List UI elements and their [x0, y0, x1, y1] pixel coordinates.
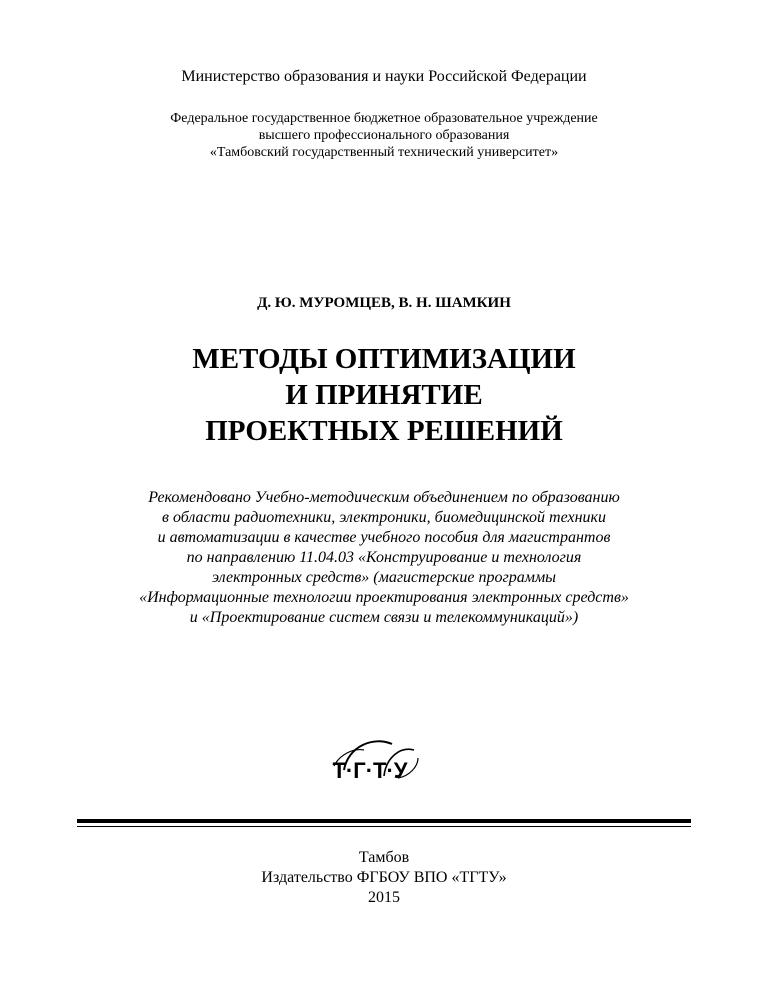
recommendation-line-3: и автоматизации в качестве учебного пособия для магистрантов	[157, 529, 611, 546]
ministry-line: Министерство образования и науки Российской Федерации	[181, 68, 587, 85]
publication-year: 2015	[368, 889, 400, 906]
recommendation-line-2: в области радиотехники, электроники, биомедицинской техники	[162, 509, 606, 526]
logo-text: Т·Г·Т·У	[332, 758, 408, 783]
publisher-name: Издательство ФГБОУ ВПО «ТГТУ»	[261, 869, 507, 886]
tgtu-logo-icon	[314, 736, 426, 786]
book-title-line-3: ПРОЕКТНЫХ РЕШЕНИЙ	[205, 415, 563, 447]
recommendation-line-5: электронных средств» (магистерские программы	[212, 569, 556, 586]
institution-line-3: «Тамбовский государственный технический университет»	[209, 145, 559, 160]
divider-thick	[77, 819, 691, 823]
divider-thin	[77, 826, 691, 827]
recommendation-line-6: «Информационные технологии проектирования электронных средств»	[139, 589, 629, 606]
institution-line-2: высшего профессионального образования	[258, 128, 510, 143]
authors: Д. Ю. МУРОМЦЕВ, В. Н. ШАМКИН	[257, 295, 511, 311]
recommendation-line-1: Рекомендовано Учебно-методическим объединением по образованию	[148, 489, 620, 506]
recommendation-line-4: по направлению 11.04.03 «Конструирование и технология	[186, 549, 582, 566]
publisher-city: Тамбов	[358, 849, 410, 866]
book-title-line-2: И ПРИНЯТИЕ	[285, 379, 483, 411]
institution-line-1: Федеральное государственное бюджетное образовательное учреждение	[170, 111, 598, 126]
recommendation-line-7: и «Проектирование систем связи и телекоммуникаций»)	[189, 609, 579, 626]
book-title-line-1: МЕТОДЫ ОПТИМИЗАЦИИ	[192, 343, 576, 375]
